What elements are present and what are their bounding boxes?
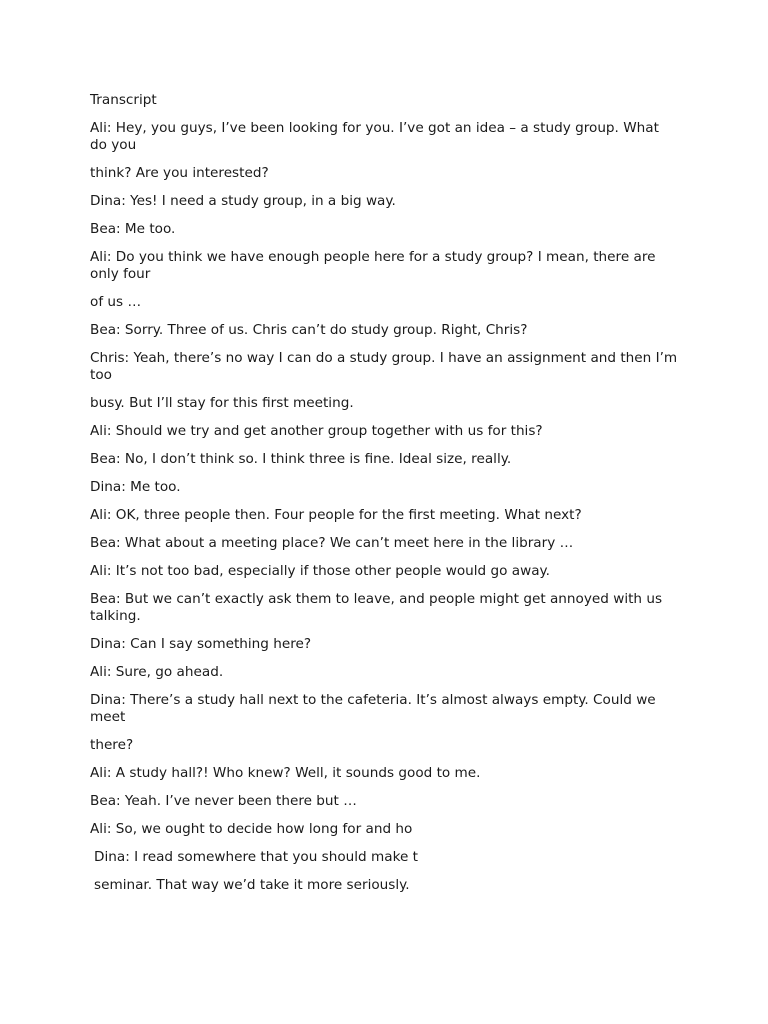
transcript-line: Ali: Should we try and get another group together with us for this?: [90, 423, 543, 439]
transcript-line: seminar. That way we’d take it more seriously.: [94, 877, 410, 893]
transcript-line: Dina: Can I say something here?: [90, 636, 312, 652]
transcript-line: Ali: Sure, go ahead.: [90, 664, 224, 680]
transcript-line: there?: [90, 737, 134, 753]
transcript-line: Bea: Me too.: [90, 221, 176, 237]
transcript-line: Dina: There’s a study hall next to the cafeteria. It’s almost always empty. Could we meet: [90, 692, 656, 725]
transcript-line: Dina: Me too.: [90, 479, 181, 495]
transcript-line: Chris: Yeah, there’s no way I can do a study group. I have an assignment and then I’m too: [90, 350, 678, 383]
transcript-line: Bea: No, I don’t think so. I think three is fine. Ideal size, really.: [90, 451, 512, 467]
transcript-line: think? Are you interested?: [90, 165, 269, 181]
transcript-line: Ali: So, we ought to decide how long for and ho: [90, 821, 413, 837]
document-title: Transcript: [90, 92, 157, 108]
transcript-line: Ali: Hey, you guys, I’ve been looking for you. I’ve got an idea – a study group. What do you: [90, 120, 659, 153]
transcript-line: Bea: But we can’t exactly ask them to leave, and people might get annoyed with us talking.: [90, 591, 663, 624]
transcript-line: Bea: Sorry. Three of us. Chris can’t do study group. Right, Chris?: [90, 322, 528, 338]
transcript-line: busy. But I’ll stay for this first meeting.: [90, 395, 354, 411]
transcript-line: Ali: OK, three people then. Four people for the first meeting. What next?: [90, 507, 582, 523]
transcript-line: Ali: A study hall?! Who knew? Well, it sounds good to me.: [90, 765, 481, 781]
transcript-line: Bea: What about a meeting place? We can’t meet here in the library …: [90, 535, 574, 551]
transcript-line: Ali: Do you think we have enough people here for a study group? I mean, there are only four: [90, 249, 656, 282]
transcript-line: Bea: Yeah. I’ve never been there but …: [90, 793, 357, 809]
transcript-body: [90, 92, 680, 905]
transcript-line: Dina: I read somewhere that you should make t: [94, 849, 418, 865]
transcript-line: Dina: Yes! I need a study group, in a big way.: [90, 193, 396, 209]
transcript-line: Ali: It’s not too bad, especially if those other people would go away.: [90, 563, 550, 579]
transcript-line: of us …: [90, 294, 142, 310]
